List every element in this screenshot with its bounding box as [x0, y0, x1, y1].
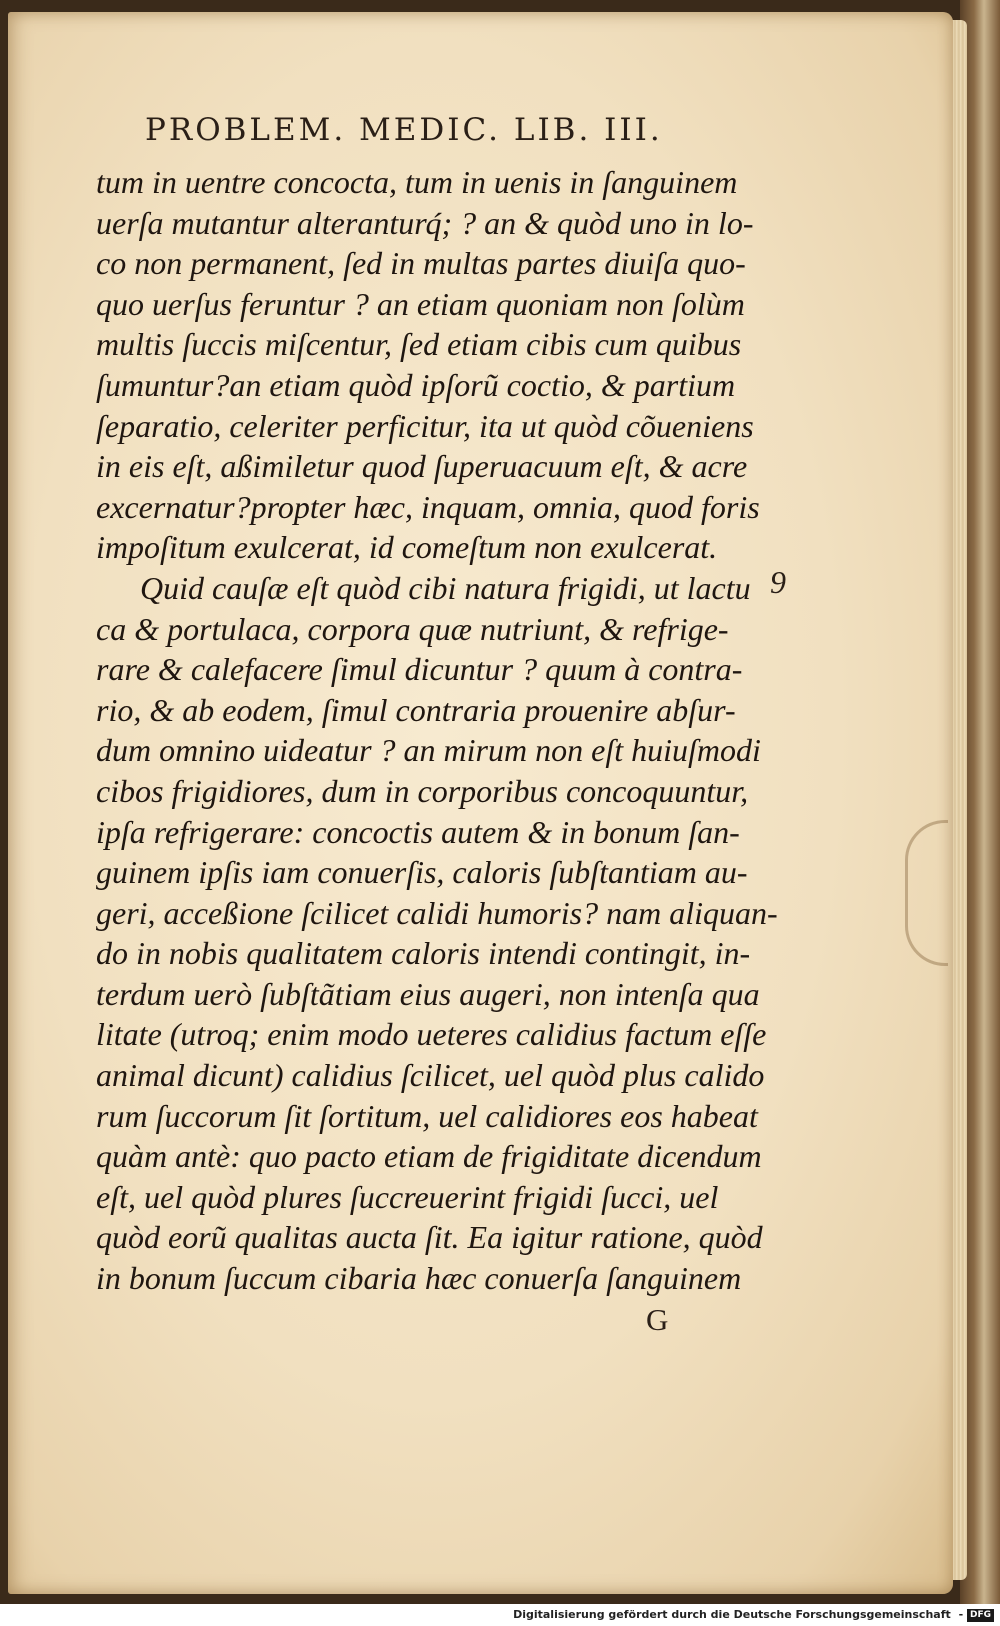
text-line: ca & portulaca, corpora quæ nutriunt, & refrige-: [96, 610, 729, 647]
text-line: in eis eſt, aßimiletur quod ſuperuacuum eſt, & acre: [96, 448, 748, 485]
text-line: multis ſuccis miſcentur, ſed etiam cibis cum quibus: [96, 326, 742, 363]
text-line: geri, acceßione ſcilicet calidi humoris? nam aliquan-: [96, 894, 778, 931]
text-line: tum in uentre concocta, tum in uenis in ſanguinem: [96, 164, 738, 200]
text-line: excernatur?propter hæc, inquam, omnia, quod foris: [96, 488, 760, 525]
text-line-paragraph-start: Quid cauſæ eſt quòd cibi natura frigidi, ut lactu: [140, 569, 751, 606]
text-line: in bonum ſuccum cibaria hæc conuerſa ſanguinem: [96, 1260, 742, 1297]
text-line: co non permanent, ſed in multas partes diuiſa quo-: [96, 245, 746, 282]
text-line: ſumuntur?an etiam quòd ipſorũ coctio, & partium: [96, 366, 736, 403]
digitization-footer: Digitalisierung gefördert durch die Deutsche Forschungsgemeinschaft - DFG: [0, 1604, 1000, 1626]
running-header: PROBLEM. MEDIC. LIB. III.: [145, 112, 663, 148]
text-line: ſeparatio, celeriter perficitur, ita ut quòd cõueniens: [96, 407, 754, 444]
text-line: animal dicunt) calidius ſcilicet, uel quòd plus calido: [96, 1057, 765, 1094]
text-line: terdum uerò ſubſtãtiam eius augeri, non intenſa qua: [96, 975, 760, 1012]
text-line: impoſitum exulcerat, id comeſtum non exulcerat.: [96, 529, 718, 566]
text-line: guinem ipſis iam conuerſis, caloris ſubſtantiam au-: [96, 854, 748, 891]
text-line: quo uerſus feruntur ? an etiam quoniam non ſolùm: [96, 285, 745, 322]
text-line: quòd eorũ qualitas aucta ſit. Ea igitur ratione, quòd: [96, 1219, 763, 1256]
text-line: rio, & ab eodem, ſimul contraria prouenire abſur-: [96, 691, 736, 728]
text-line: litate (utroq; enim modo ueteres calidius factum eſſe: [96, 1016, 767, 1053]
text-line: eſt, uel quòd plures ſuccreuerint frigidi ſucci, uel: [96, 1178, 719, 1215]
text-line: uerſa mutantur alteranturq́; ? an & quòd uno in lo-: [96, 204, 754, 241]
dfg-logo: DFG: [967, 1609, 994, 1622]
text-line: dum omnino uideatur ? an mirum non eſt huiuſmodi: [96, 732, 761, 769]
footer-credit-text: Digitalisierung gefördert durch die Deutsche Forschungsgemeinschaft: [513, 1608, 951, 1621]
margin-problem-number: 9: [770, 564, 786, 600]
text-line: quàm antè: quo pacto etiam de frigiditate dicendum: [96, 1138, 762, 1175]
body-text: [96, 162, 778, 1299]
text-line: cibos frigidiores, dum in corporibus concoquuntur,: [96, 772, 749, 809]
signature-mark: G: [646, 1302, 669, 1337]
page-clip-mark: [905, 820, 948, 966]
text-line: rare & calefacere ſimul dicuntur ? quum à contra-: [96, 651, 743, 688]
text-line: do in nobis qualitatem caloris intendi contingit, in-: [96, 935, 751, 972]
text-line: ipſa refrigerare: concoctis autem & in bonum ſan-: [96, 813, 740, 850]
text-line: rum ſuccorum ſit ſortitum, uel calidiores eos habeat: [96, 1097, 758, 1134]
